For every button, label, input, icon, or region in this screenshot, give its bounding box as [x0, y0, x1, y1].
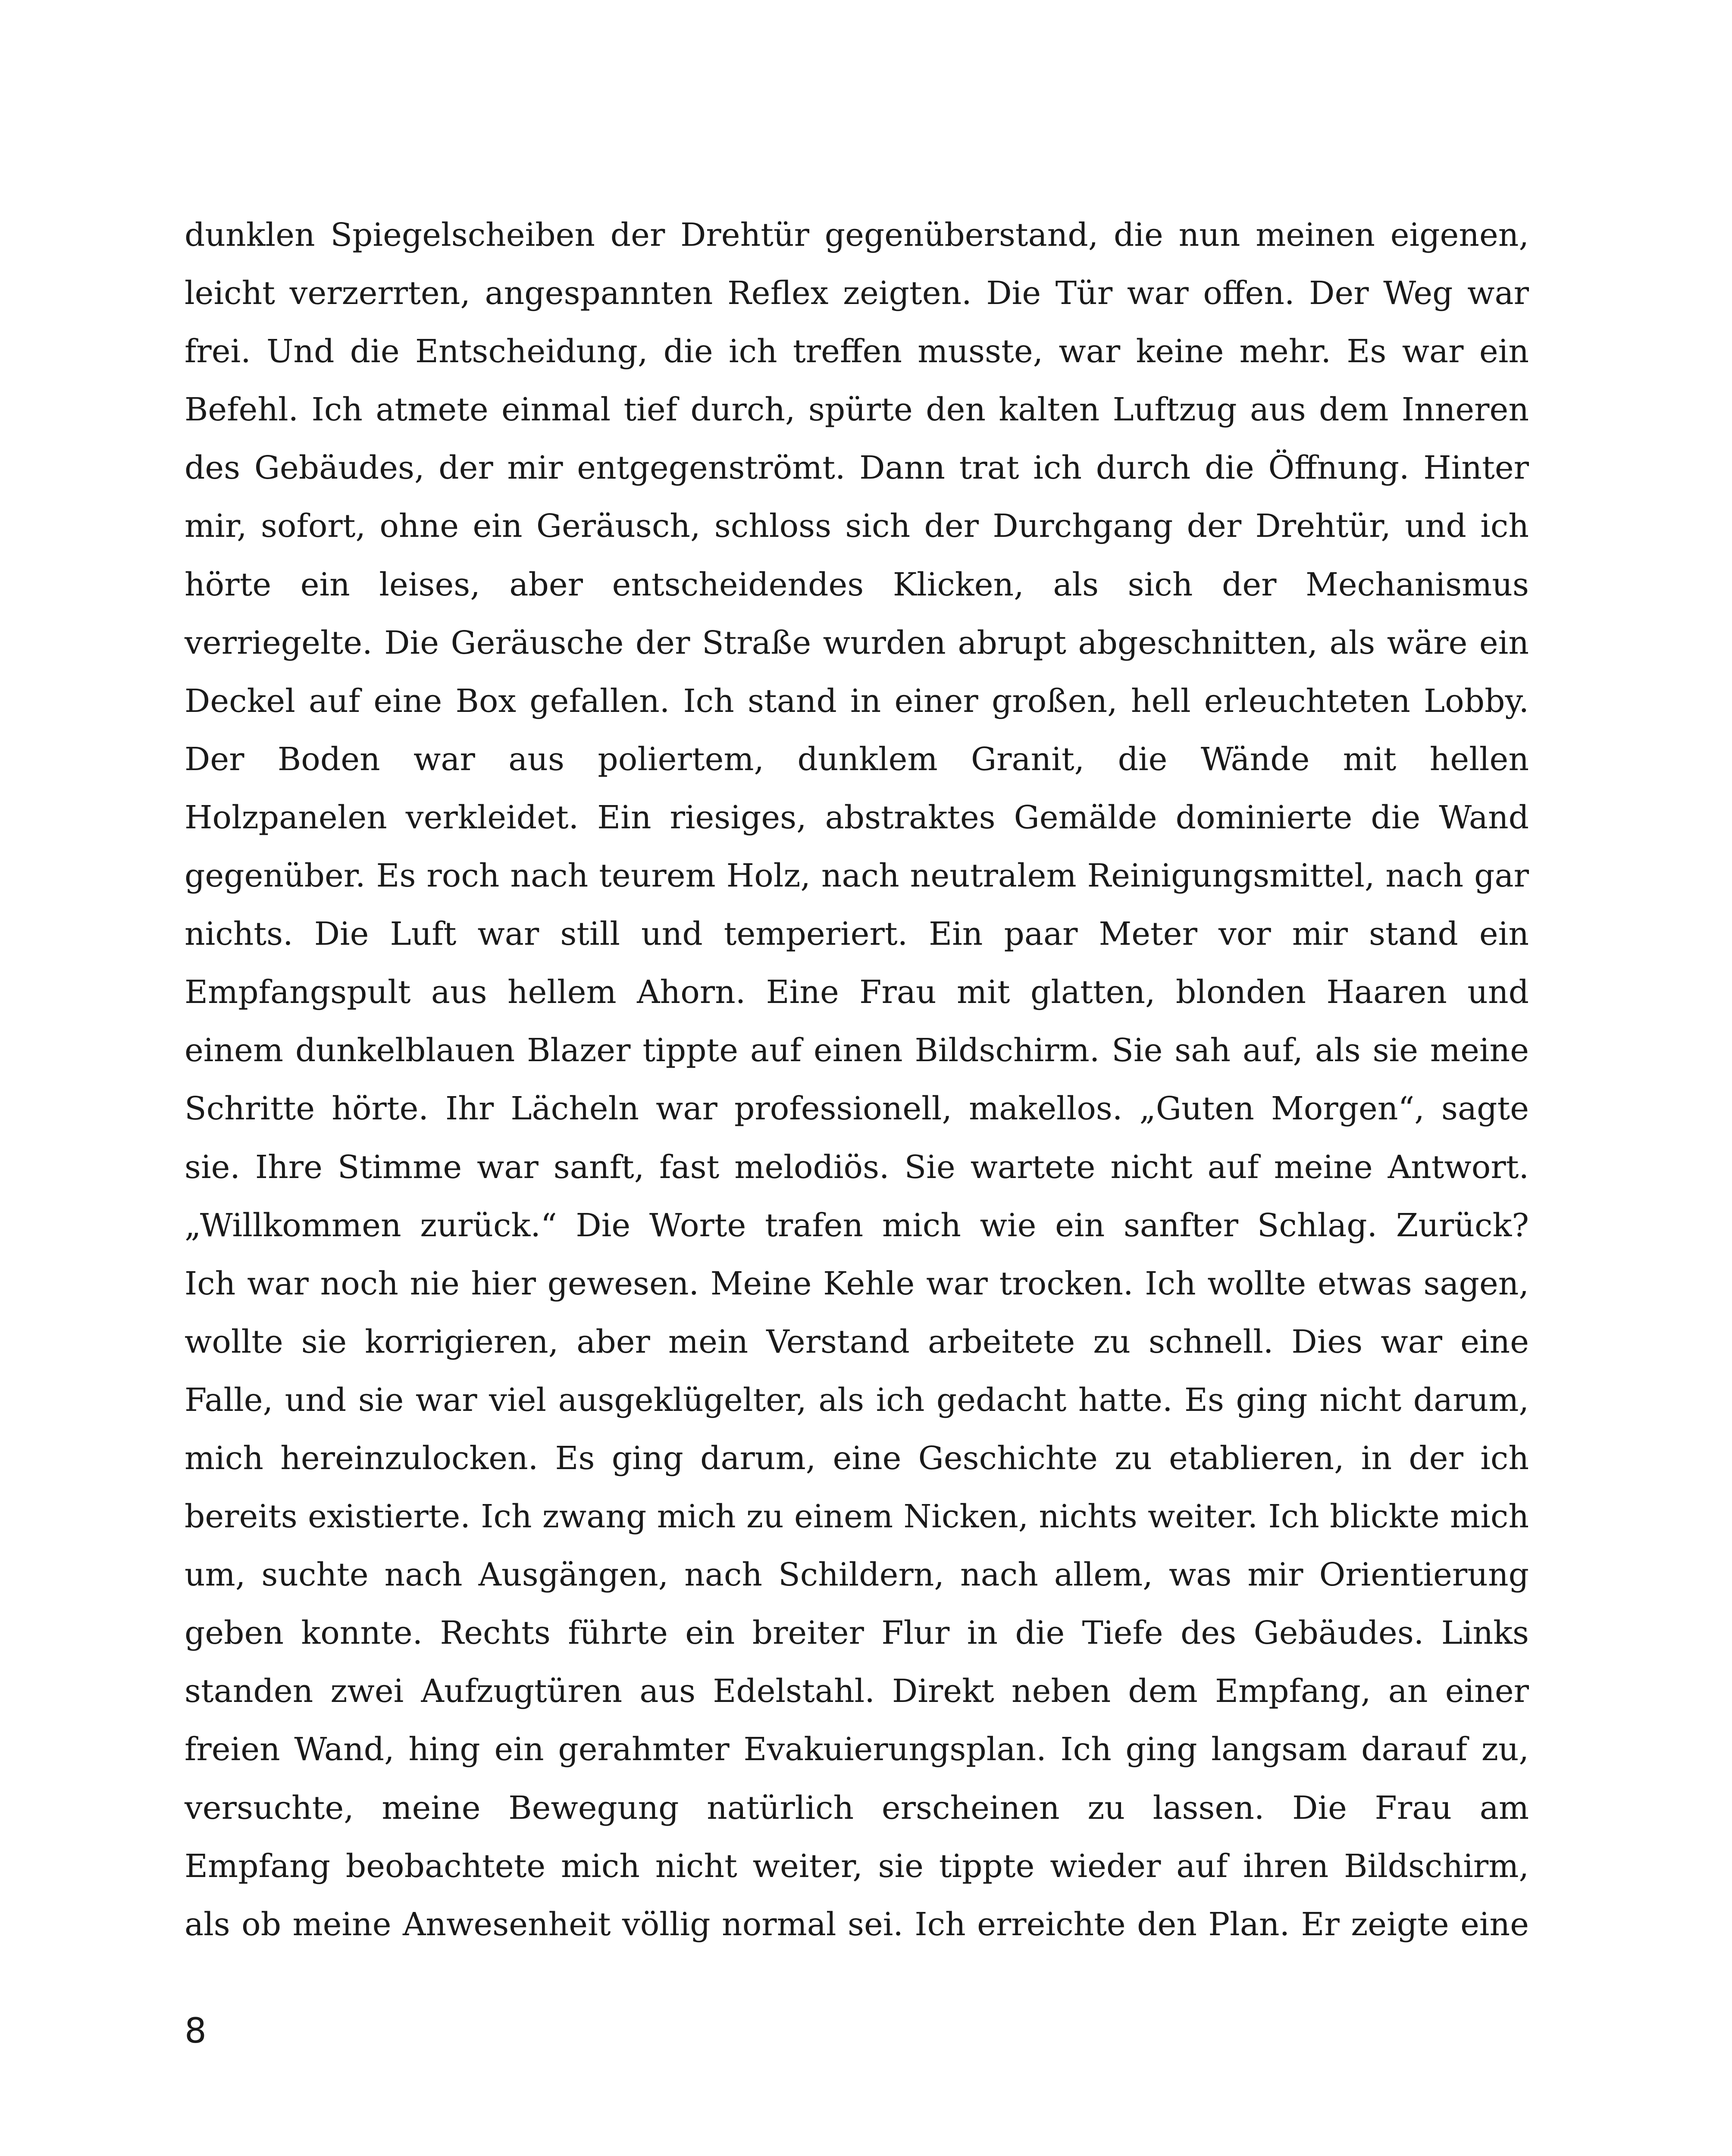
text-line: frei. Und die Entscheidung, die ich treffen musste, war keine mehr. Es war ein — [185, 333, 1529, 370]
text-line: versuchte, meine Bewegung natürlich erscheinen zu lassen. Die Frau am — [185, 1789, 1529, 1827]
text-line: Der Boden war aus poliertem, dunklem Granit, die Wände mit hellen — [185, 740, 1529, 778]
text-line: mich hereinzulocken. Es ging darum, eine Geschichte zu etablieren, in der ich — [185, 1439, 1529, 1477]
text-line: verriegelte. Die Geräusche der Straße wurden abrupt abgeschnitten, als wäre ein — [185, 624, 1529, 661]
text-line: Falle, und sie war viel ausgeklügelter, als ich gedacht hatte. Es ging nicht darum, — [185, 1381, 1529, 1419]
text-line: leicht verzerrten, angespannten Reflex zeigten. Die Tür war offen. Der Weg war — [185, 275, 1529, 312]
text-line: standen zwei Aufzugtüren aus Edelstahl. Direkt neben dem Empfang, an einer — [185, 1673, 1529, 1710]
text-line: Befehl. Ich atmete einmal tief durch, spürte den kalten Luftzug aus dem Inneren — [185, 391, 1529, 429]
text-line: einem dunkelblauen Blazer tippte auf einen Bildschirm. Sie sah auf, als sie meine — [185, 1032, 1529, 1069]
text-line: Empfang beobachtete mich nicht weiter, sie tippte wieder auf ihren Bildschirm, — [185, 1847, 1529, 1885]
text-line: als ob meine Anwesenheit völlig normal sei. Ich erreichte den Plan. Er zeigte eine — [185, 1905, 1529, 1943]
text-line: „Willkommen zurück.“ Die Worte trafen mich wie ein sanfter Schlag. Zurück? — [185, 1206, 1529, 1244]
text-line: dunklen Spiegelscheiben der Drehtür gegenüberstand, die nun meinen eigenen, — [185, 216, 1529, 254]
text-line: wollte sie korrigieren, aber mein Verstand arbeitete zu schnell. Dies war eine — [185, 1323, 1529, 1360]
text-line: Deckel auf eine Box gefallen. Ich stand in einer großen, hell erleuchteten Lobby. — [185, 682, 1529, 720]
text-line: mir, sofort, ohne ein Geräusch, schloss sich der Durchgang der Drehtür, und ich — [185, 508, 1529, 545]
text-line: des Gebäudes, der mir entgegenströmt. Dann trat ich durch die Öffnung. Hinter — [185, 449, 1529, 487]
text-line: Holzpanelen verkleidet. Ein riesiges, abstraktes Gemälde dominierte die Wand — [185, 799, 1529, 836]
page-number: 8 — [185, 2011, 207, 2051]
text-line: Empfangspult aus hellem Ahorn. Eine Frau mit glatten, blonden Haaren und — [185, 974, 1529, 1011]
text-line: sie. Ihre Stimme war sanft, fast melodiös. Sie wartete nicht auf meine Antwort. — [185, 1148, 1529, 1186]
text-line: bereits existierte. Ich zwang mich zu einem Nicken, nichts weiter. Ich blickte mich — [185, 1498, 1529, 1536]
text-line: Schritte hörte. Ihr Lächeln war professionell, makellos. „Guten Morgen“, sagte — [185, 1090, 1529, 1128]
text-line: Ich war noch nie hier gewesen. Meine Kehle war trocken. Ich wollte etwas sagen, — [185, 1265, 1529, 1302]
text-line: geben konnte. Rechts führte ein breiter Flur in die Tiefe des Gebäudes. Links — [185, 1614, 1529, 1652]
text-line: gegenüber. Es roch nach teurem Holz, nach neutralem Reinigungsmittel, nach gar — [185, 857, 1529, 895]
text-line: nichts. Die Luft war still und temperiert. Ein paar Meter vor mir stand ein — [185, 915, 1529, 953]
body-text — [185, 206, 1529, 1954]
text-line: um, suchte nach Ausgängen, nach Schildern, nach allem, was mir Orientierung — [185, 1556, 1529, 1594]
text-line: hörte ein leises, aber entscheidendes Klicken, als sich der Mechanismus — [185, 566, 1529, 603]
text-line: freien Wand, hing ein gerahmter Evakuierungsplan. Ich ging langsam darauf zu, — [185, 1731, 1529, 1768]
